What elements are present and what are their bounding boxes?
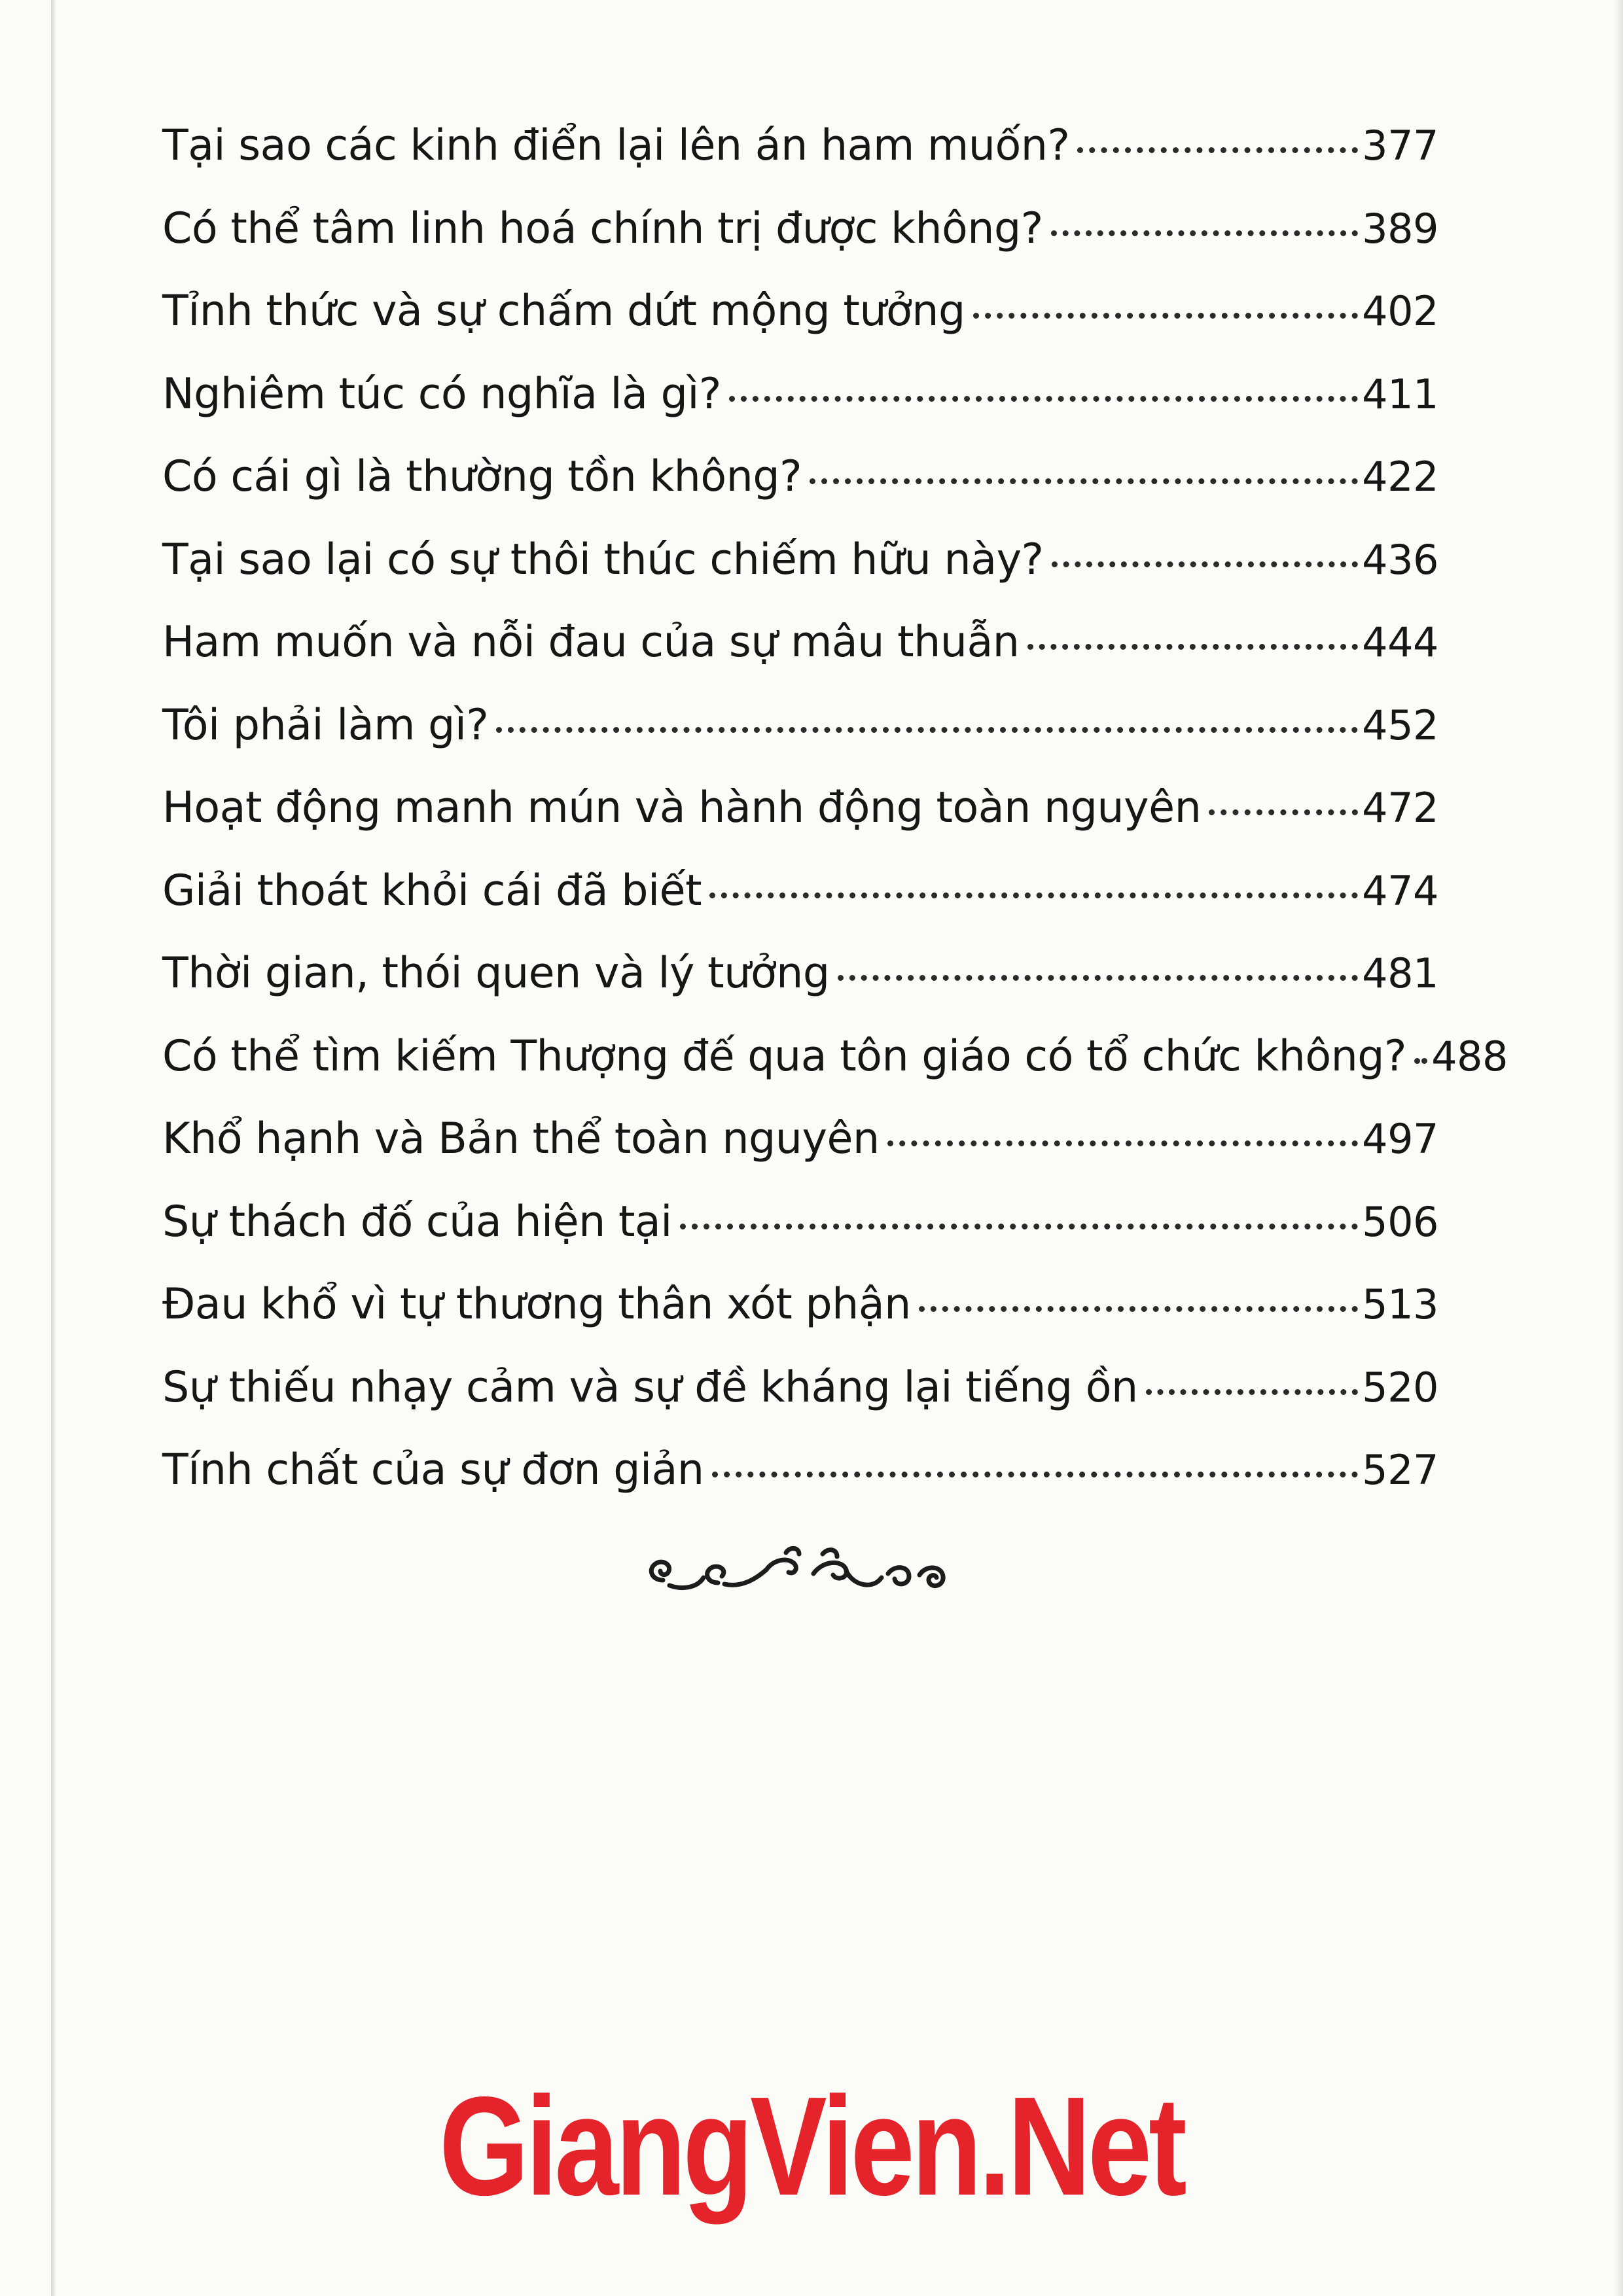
toc-dot-leader [1414,1058,1427,1064]
toc-dot-leader [1027,644,1359,650]
toc-entry-title: Khổ hạnh và Bản thể toàn nguyên [162,1114,880,1163]
toc-entry-page-number: 452 [1362,701,1438,749]
toc-dot-leader [887,1140,1358,1146]
toc-entry-title: Ham muốn và nỗi đau của sự mâu thuẫn [162,618,1020,667]
table-of-contents [162,105,1508,1512]
page-binding-edge [51,0,56,2296]
toc-dot-leader [496,727,1358,733]
toc-entry [162,850,1438,933]
toc-entry-page-number: 520 [1362,1363,1438,1411]
toc-entry-page-number: 527 [1362,1446,1438,1494]
toc-dot-leader [1209,809,1358,815]
toc-entry-page-number: 472 [1362,784,1438,832]
toc-dot-leader [680,1224,1358,1229]
watermark-text: GiangVien.Net [439,2067,1184,2225]
toc-entry-title: Có thể tìm kiếm Thượng đế qua tôn giáo có tổ chức không? [162,1031,1407,1081]
decorative-flourish-icon [638,1534,959,1606]
toc-entry-title: Sự thách đố của hiện tại [162,1197,672,1246]
toc-dot-leader [1052,561,1359,567]
toc-dot-leader [729,396,1358,402]
toc-dot-leader [973,313,1358,319]
toc-dot-leader [919,1306,1358,1312]
toc-dot-leader [1077,147,1358,153]
toc-entry-page-number: 422 [1362,453,1438,501]
toc-entry [162,684,1438,768]
toc-entry-title: Tại sao các kinh điển lại lên án ham muốn? [162,121,1070,170]
page-right-edge [1614,0,1623,2296]
toc-entry-page-number: 506 [1362,1197,1438,1246]
toc-entry-page-number: 377 [1362,122,1438,169]
toc-entry-title: Có cái gì là thường tồn không? [162,452,802,501]
toc-dot-leader [1146,1389,1358,1395]
toc-entry-title: Tính chất của sự đơn giản [162,1445,704,1494]
toc-entry-page-number: 513 [1362,1280,1438,1328]
toc-entry-page-number: 481 [1362,949,1438,997]
toc-entry-title: Hoạt động manh mún và hành động toàn nguyên [162,783,1202,832]
toc-entry-title: Nghiêm túc có nghĩa là gì? [162,369,721,419]
toc-entry-title: Giải thoát khỏi cái đã biết [162,866,702,915]
toc-dot-leader [838,975,1359,981]
toc-entry-page-number: 488 [1431,1032,1508,1080]
toc-entry-title: Có thể tâm linh hoá chính trị được không? [162,203,1043,253]
toc-entry [162,1347,1438,1430]
toc-entry [162,436,1438,519]
toc-entry [162,767,1438,850]
toc-entry [162,1181,1438,1264]
toc-dot-leader [712,1472,1359,1477]
toc-entry [162,519,1438,602]
toc-entry-page-number: 497 [1362,1115,1438,1163]
toc-entry-page-number: 474 [1362,866,1438,915]
toc-entry-page-number: 411 [1362,370,1438,418]
toc-entry [162,1016,1508,1099]
toc-dot-leader [709,892,1358,898]
toc-entry [162,270,1438,353]
toc-entry-page-number: 436 [1362,535,1438,584]
toc-entry [162,105,1438,188]
toc-dot-leader [810,478,1358,484]
toc-entry-title: Tại sao lại có sự thôi thúc chiếm hữu này? [162,535,1044,584]
toc-entry-page-number: 389 [1362,204,1438,253]
toc-entry [162,353,1438,436]
toc-entry-title: Đau khổ vì tự thương thân xót phận [162,1280,911,1329]
toc-entry [162,1098,1438,1181]
toc-entry [162,601,1438,684]
toc-entry-page-number: 444 [1362,618,1438,666]
toc-entry-title: Tôi phải làm gì? [162,700,489,750]
toc-entry [162,1263,1438,1347]
toc-entry-title: Thời gian, thói quen và lý tưởng [162,949,830,998]
toc-entry-title: Tỉnh thức và sự chấm dứt mộng tưởng [162,287,965,336]
toc-dot-leader [1051,230,1358,236]
toc-entry [162,1429,1438,1512]
toc-entry [162,932,1438,1016]
toc-entry [162,188,1438,271]
toc-entry-title: Sự thiếu nhạy cảm và sự đề kháng lại tiếng ồn [162,1362,1138,1412]
toc-entry-page-number: 402 [1362,287,1438,335]
